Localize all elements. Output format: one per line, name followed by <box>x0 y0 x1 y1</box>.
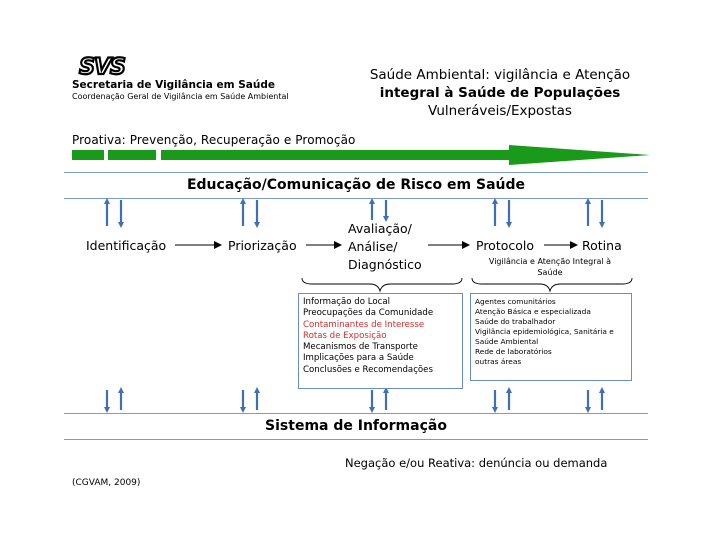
list-item: Mecanismos de Transporte <box>303 342 418 353</box>
list-item: Rede de laboratórios <box>475 347 552 356</box>
bottom-double-arrows <box>107 390 602 410</box>
proactive-label: Proativa: Prevenção, Recuperação e Promoção <box>72 133 356 147</box>
step-avaliacao-line-2: Análise/ <box>348 239 398 254</box>
title-line-2: integral à Saúde de Populações <box>379 85 621 101</box>
list-item-highlight: Rotas de Exposição <box>303 330 387 341</box>
step-avaliacao <box>348 220 422 274</box>
title-line-1: Saúde Ambiental: vigilância e Atenção <box>369 67 631 83</box>
org-subtitle: Coordenação Geral de Vigilância em Saúde Ambiental <box>72 92 289 101</box>
source-citation: (CGVAM, 2009) <box>72 478 141 488</box>
step-identificacao: Identificação <box>86 238 167 253</box>
step-avaliacao-line-1: Avaliação/ <box>348 221 412 236</box>
list-item: Implicações para a Saúde <box>303 353 414 364</box>
title-line-3: Vulneráveis/Expostas <box>428 103 572 119</box>
list-item: Informação do Local <box>303 297 390 307</box>
assessment-brace <box>302 278 462 291</box>
step-protocolo: Protocolo <box>476 238 535 253</box>
protocol-subtitle-line-1: Vigilância e Atenção Integral à <box>488 257 612 266</box>
protocol-subtitle <box>470 256 630 278</box>
list-item: Agentes comunitários <box>475 297 556 306</box>
svg-text:SVS: SVS <box>79 55 125 77</box>
list-item: Conclusões e Recomendações <box>303 364 433 375</box>
education-band-title: Educação/Comunicação de Risco em Saúde <box>186 177 526 193</box>
list-item: Vigilância epidemiológica, Sanitária e <box>475 327 614 336</box>
step-avaliacao-line-3: Diagnóstico <box>348 257 422 272</box>
list-item: Saúde do trabalhador <box>475 317 556 326</box>
list-item: outras áreas <box>475 357 522 366</box>
information-system-band-title: Sistema de Informação <box>265 418 447 434</box>
protocol-items-box <box>470 293 632 381</box>
list-item: Preocupações da Comunidade <box>303 308 434 319</box>
step-priorizacao: Priorização <box>228 238 297 253</box>
org-name: Secretaria de Vigilância em Saúde <box>72 79 275 91</box>
list-item-highlight: Contaminantes de Interesse <box>303 319 425 330</box>
assessment-items-box <box>298 293 463 389</box>
step-rotina: Rotina <box>582 238 622 253</box>
list-item: Atenção Básica e especializada <box>475 307 591 316</box>
protocol-brace <box>472 278 632 291</box>
protocol-subtitle-line-2: Saúde <box>537 268 563 277</box>
list-item: Saúde Ambiental <box>475 337 539 346</box>
reactive-label: Negação e/ou Reativa: denúncia ou demanda <box>345 456 608 470</box>
